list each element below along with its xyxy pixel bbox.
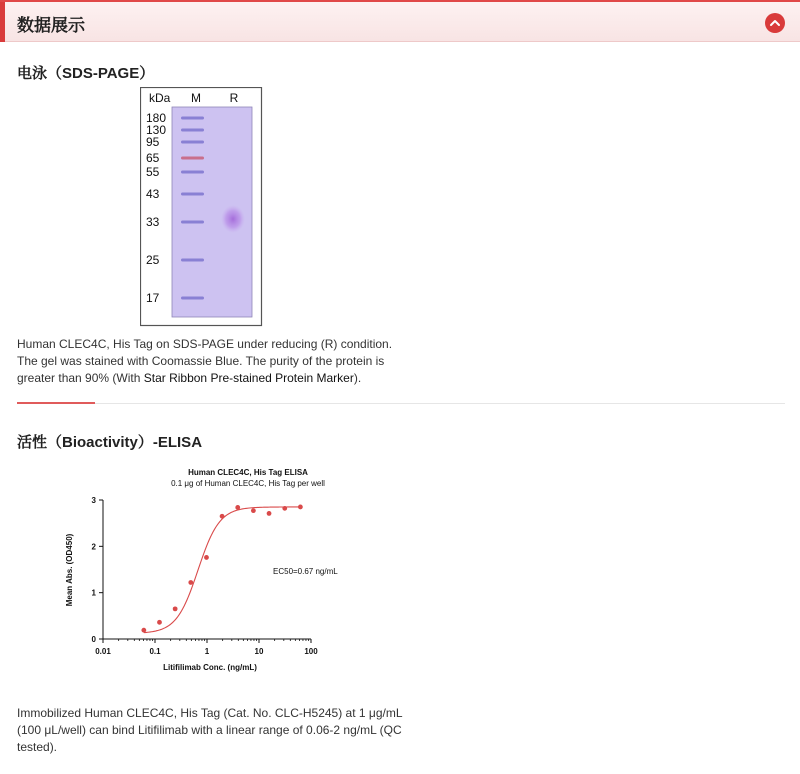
gel-marker-label: 25 [146,253,160,267]
y-tick-label: 0 [91,635,96,644]
data-point [282,506,287,511]
sds-caption-line: ). [353,371,362,385]
data-point [298,505,303,510]
data-point [173,606,178,611]
gel-marker-band [181,141,204,144]
elisa-caption [17,705,403,756]
gel-lane-m-label: M [191,91,201,105]
sample-band [221,205,245,233]
data-point [220,514,225,519]
chevron-up-icon [765,13,785,33]
data-point [235,505,240,510]
sds-gel-image [140,87,264,327]
elisa-title: 活性（Bioactivity）-ELISA [17,434,203,451]
gel-marker-label: 55 [146,165,160,179]
x-tick-label: 100 [304,647,318,656]
sds-caption-line: greater than 90% (With [17,371,144,385]
section-header [0,0,800,42]
sds-page-title: 电泳（SDS-PAGE） [17,65,155,82]
y-tick-label: 2 [91,542,96,552]
gel-marker-label: 33 [146,215,160,229]
sds-caption-line: Human CLEC4C, His Tag on SDS-PAGE under reducing (R) condition. [17,337,393,351]
gel-marker-label: 65 [146,151,160,165]
gel-marker-band [181,297,204,300]
sds-caption [17,336,392,387]
gel-marker-band [181,193,204,196]
data-point [188,580,193,585]
gel-marker-band [181,129,204,132]
section-divider-accent [17,402,95,404]
data-point [251,508,256,513]
section-divider [17,403,785,404]
section-title: 数据展示 [17,16,85,35]
elisa-caption-line: (100 μL/well) can bind Litifilimab with a linear range of 0.06-2 ng/mL (QC [17,723,402,737]
gel-marker-label: 95 [146,135,160,149]
header-accent-bar [0,2,5,42]
gel-marker-band [181,259,204,262]
gel-marker-label: 43 [146,187,160,201]
x-tick-label: 0.1 [149,647,161,656]
data-point [267,511,272,516]
y-axis-label: Mean Abs. (OD450) [65,533,74,607]
gel-marker-band [181,157,204,160]
elisa-caption-line: Immobilized Human CLEC4C, His Tag (Cat. No. CLC-H5245) at 1 μg/mL [17,706,403,720]
y-tick-label: 1 [91,588,96,598]
gel-marker-band [181,221,204,224]
y-tick-label: 3 [91,496,96,505]
elisa-chart [60,462,340,677]
chart-subtitle: 0.1 μg of Human CLEC4C, His Tag per well [171,479,325,488]
gel-kda-label: kDa [149,91,171,105]
chart-title: Human CLEC4C, His Tag ELISA [188,468,308,477]
x-tick-label: 1 [204,647,210,656]
data-point [141,628,146,633]
marker-product-link[interactable]: Star Ribbon Pre-stained Protein Marker [143,371,354,385]
gel-marker-label: 130 [146,123,167,137]
gel-marker-band [181,117,204,120]
x-tick-label: 10 [254,647,264,656]
data-point [157,620,162,625]
gel-lane-r-label: R [229,91,239,105]
data-point [204,555,209,560]
gel-marker-band [181,171,204,174]
x-tick-label: 0.01 [95,647,111,656]
x-axis-label: Litifilimab Conc. (ng/mL) [163,663,257,672]
ec50-annotation: EC50=0.67 ng/mL [273,567,338,576]
gel-marker-label: 180 [146,111,167,125]
gel-marker-label: 17 [146,291,160,305]
collapse-button[interactable] [765,13,785,33]
sds-caption-line: The gel was stained with Coomassie Blue. The purity of the protein is [17,354,385,368]
elisa-caption-line: tested). [17,740,58,754]
